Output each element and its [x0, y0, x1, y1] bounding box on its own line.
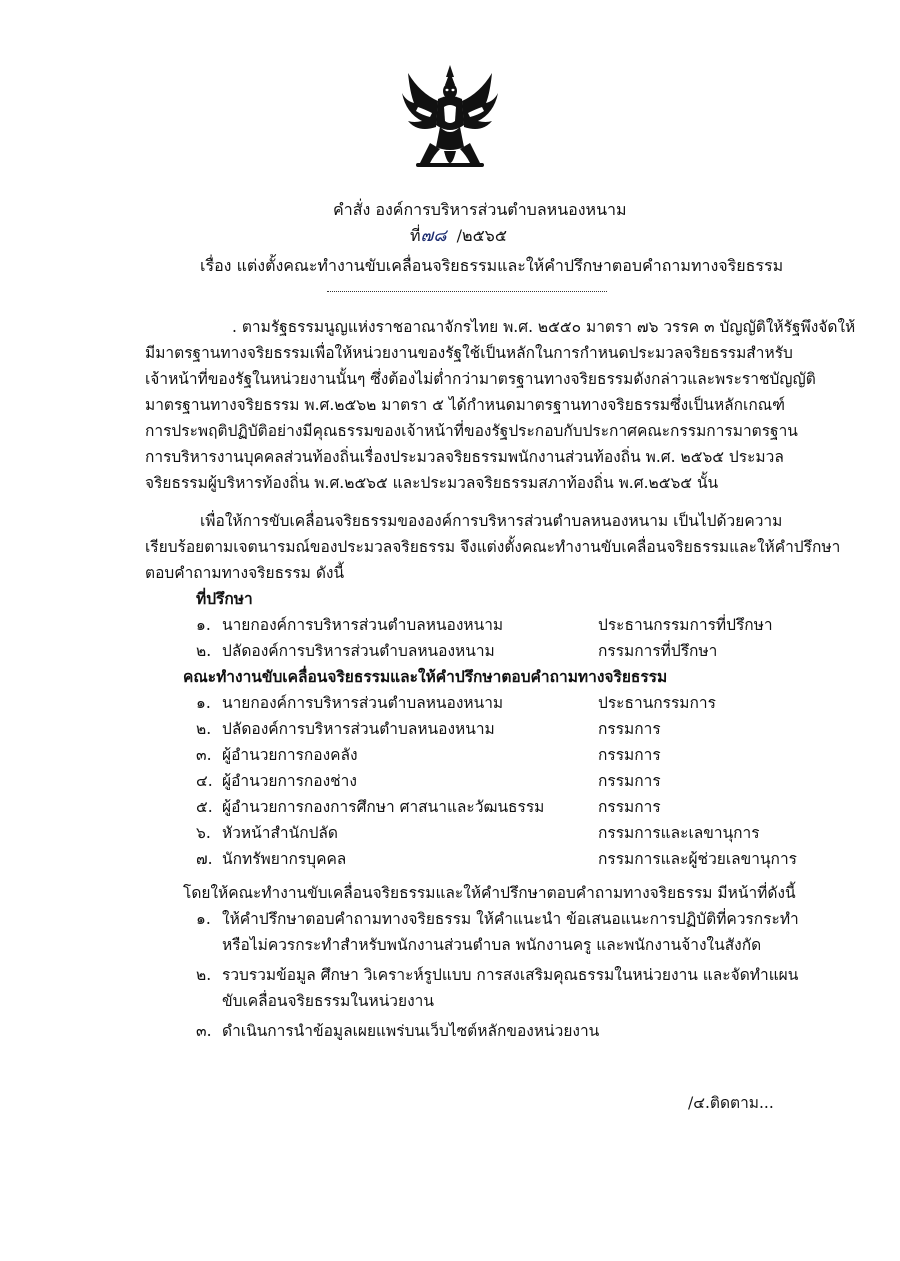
- duty-line: ขับเคลื่อนจริยธรรมในหน่วยงาน: [222, 992, 434, 1010]
- committee-role: ประธานกรรมการ: [598, 694, 716, 712]
- committee-role: กรรมการ: [598, 798, 661, 816]
- duty-num: ๓.: [196, 1022, 212, 1040]
- para1-line: จริยธรรมผู้บริหารท้องถิ่น พ.ศ.๒๕๖๕ และประมวลจริยธรรมสภาท้องถิ่น พ.ศ.๒๕๖๕ นั้น: [145, 474, 719, 492]
- duty-line: ให้คำปรึกษาตอบคำถามทางจริยธรรม ให้คำแนะนำ ข้อเสนอแนะการปฏิบัติที่ควรกระทำ: [222, 910, 799, 928]
- advisor-role: ประธานกรรมการที่ปรึกษา: [598, 616, 773, 634]
- para2-line: ตอบคำถามทางจริยธรรม ดังนี้: [145, 564, 345, 582]
- header-separator: [327, 291, 607, 292]
- para1-line: การบริหารงานบุคคลส่วนท้องถิ่นเรื่องประมวลจริยธรรมพนักงานส่วนท้องถิ่น พ.ศ. ๒๕๖๕ ประมวล: [145, 448, 784, 466]
- order-subject: เรื่อง แต่งตั้งคณะทำงานขับเคลื่อนจริยธรรมและให้คำปรึกษาตอบคำถามทางจริยธรรม: [200, 256, 784, 275]
- advisor-name: ปลัดองค์การบริหารส่วนตำบลหนองหนาม: [222, 642, 495, 660]
- committee-name: ผู้อำนวยการกองคลัง: [222, 746, 358, 764]
- duty-line: รวบรวมข้อมูล ศึกษา วิเคราะห์รูปแบบ การสงเสริมคุณธรรมในหน่วยงาน และจัดทำแผน: [222, 966, 799, 984]
- advisor-role: กรรมการที่ปรึกษา: [598, 642, 718, 660]
- para1-line: การประพฤติปฏิบัติอย่างมีคุณธรรมของเจ้าหน้าที่ของรัฐประกอบกับประกาศคณะกรรมการมาตรฐาน: [145, 422, 798, 440]
- order-title: คำสั่ง องค์การบริหารส่วนตำบลหนองหนาม: [333, 200, 627, 219]
- duty-line: หรือไม่ควรกระทำสำหรับพนักงานส่วนตำบล พนักงานครู และพนักงานจ้างในสังกัด: [222, 936, 762, 954]
- advisor-num: ๒.: [196, 642, 212, 660]
- duty-num: ๑.: [196, 910, 211, 928]
- continuation-note: /๔.ติดตาม...: [688, 1094, 774, 1112]
- committee-name: หัวหน้าสำนักปลัด: [222, 824, 338, 842]
- order-number: [410, 222, 507, 249]
- committee-role: กรรมการ: [598, 720, 661, 738]
- para1-line: มาตรฐานทางจริยธรรม พ.ศ.๒๕๖๒ มาตรา ๕ ได้กำหนดมาตรฐานทางจริยธรรมซึ่งเป็นหลักเกณฑ์: [145, 396, 785, 414]
- para2-line: เรียบร้อยตามเจตนารมณ์ของประมวลจริยธรรม จึงแต่งตั้งคณะทำงานขับเคลื่อนจริยธรรมและให้คำปรึกษา: [145, 538, 841, 556]
- committee-name: ปลัดองค์การบริหารส่วนตำบลหนองหนาม: [222, 720, 495, 738]
- duty-num: ๒.: [196, 966, 212, 984]
- committee-heading: คณะทำงานขับเคลื่อนจริยธรรมและให้คำปรึกษาตอบคำถามทางจริยธรรม: [183, 667, 668, 686]
- advisor-num: ๑.: [196, 616, 211, 634]
- garuda-emblem-icon: [400, 63, 500, 179]
- committee-name: นายกองค์การบริหารส่วนตำบลหนองหนาม: [222, 694, 504, 712]
- committee-role: กรรมการ: [598, 746, 661, 764]
- para1-line: . ตามรัฐธรรมนูญแห่งราชอาณาจักรไทย พ.ศ. ๒๕๕๐ มาตรา ๗๖ วรรค ๓ บัญญัติให้รัฐพึงจัดให้: [232, 318, 856, 336]
- committee-num: ๑.: [196, 694, 211, 712]
- para2-line: เพื่อให้การขับเคลื่อนจริยธรรมขององค์การบริหารส่วนตำบลหนองหนาม เป็นไปด้วยความ: [200, 512, 783, 530]
- committee-name: ผู้อำนวยการกองช่าง: [222, 772, 357, 790]
- committee-num: ๓.: [196, 746, 212, 764]
- handwritten-number: ๗๘: [420, 226, 447, 246]
- advisor-name: นายกองค์การบริหารส่วนตำบลหนองหนาม: [222, 616, 504, 634]
- duty-line: ดำเนินการนำข้อมูลเผยแพร่บนเว็บไซต์หลักของหน่วยงาน: [222, 1022, 600, 1040]
- committee-num: ๕.: [196, 798, 213, 816]
- committee-role: กรรมการ: [598, 772, 661, 790]
- committee-name: ผู้อำนวยการกองการศึกษา ศาสนาและวัฒนธรรม: [222, 798, 545, 816]
- advisors-heading: ที่ปรึกษา: [196, 589, 253, 608]
- committee-num: ๗.: [196, 850, 213, 868]
- para1-line: เจ้าหน้าที่ของรัฐในหน่วยงานนั้นๆ ซึ่งต้องไม่ต่ำกว่ามาตรฐานทางจริยธรรมดังกล่าวและพระราชบัญญัติ: [145, 370, 816, 388]
- committee-num: ๒.: [196, 720, 212, 738]
- number-prefix: ที่: [410, 226, 421, 245]
- committee-role: กรรมการและผู้ช่วยเลขานุการ: [598, 850, 797, 868]
- para1-line: มีมาตรฐานทางจริยธรรมเพื่อให้หน่วยงานของรัฐใช้เป็นหลักในการกำหนดประมวลจริยธรรมสำหรับ: [145, 344, 793, 362]
- duties-intro: โดยให้คณะทำงานขับเคลื่อนจริยธรรมและให้คำปรึกษาตอบคำถามทางจริยธรรม มีหน้าที่ดังนี้: [183, 884, 796, 902]
- committee-num: ๖.: [196, 824, 211, 842]
- number-year: /๒๕๖๕: [456, 226, 507, 245]
- committee-num: ๔.: [196, 772, 213, 790]
- committee-name: นักทรัพยากรบุคคล: [222, 850, 347, 868]
- committee-role: กรรมการและเลขานุการ: [598, 824, 760, 842]
